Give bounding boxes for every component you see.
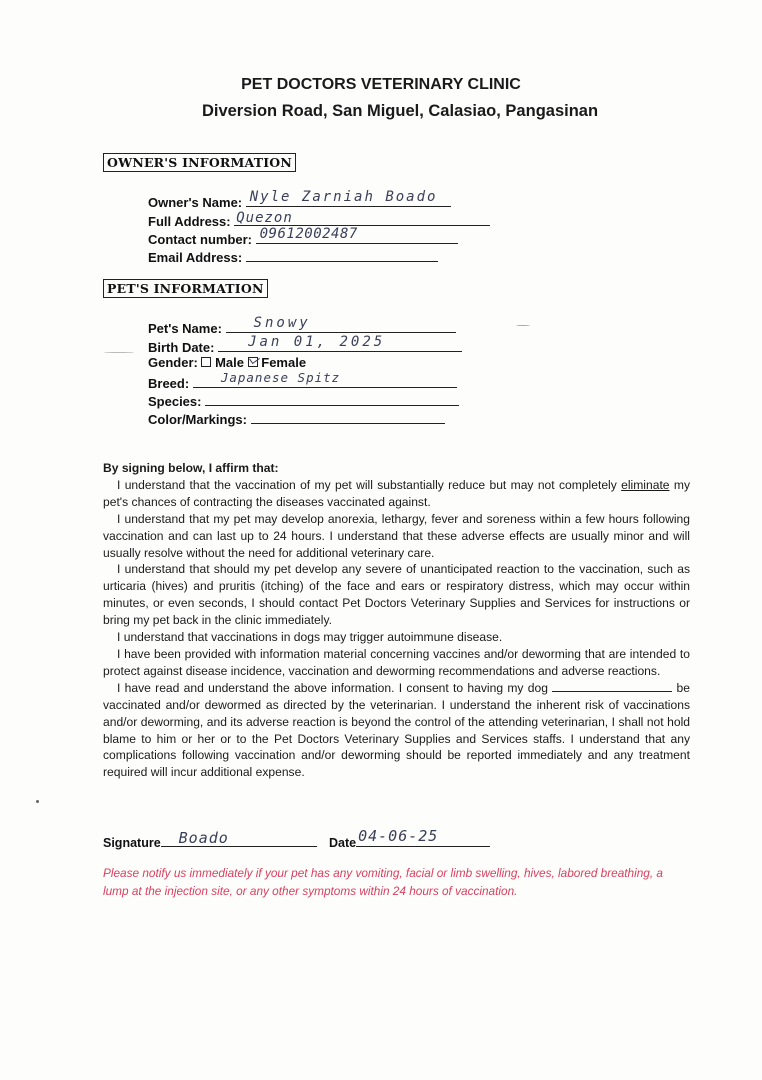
breed-label: Breed: — [148, 376, 190, 391]
pet-section-header: PET'S INFORMATION — [103, 279, 268, 298]
date-input[interactable] — [356, 827, 490, 847]
species-input[interactable] — [205, 390, 459, 406]
color-markings-input[interactable] — [251, 408, 445, 424]
terms-p6-text-b: be vaccinated and/or dewormed as directed by the veterinarian. I understand the inherent risk of vaccinations and/or deworming, and its adverse reaction is beyond the control of the attending veterinarian, I shall not hold blame to him or her or to the Pet Doctors Veterinary Supplies and Services staffs. I understand that any complications following vaccination and/or deworming should be reported immediately and any treatment required will incur additional expense. — [103, 680, 690, 780]
female-option-label: Female — [261, 355, 307, 370]
pet-name-label: Pet's Name: — [148, 321, 222, 336]
signature-field — [103, 829, 317, 850]
owner-section-header: OWNER'S INFORMATION — [103, 153, 296, 172]
clinic-name: PET DOCTORS VETERINARY CLINIC — [241, 76, 521, 93]
birth-date-value: Jan 01, 2025 — [248, 334, 386, 350]
color-markings-field — [148, 408, 445, 429]
contact-label: Contact number: — [148, 232, 252, 247]
dog-name-blank[interactable] — [552, 681, 672, 692]
date-label: Date — [329, 836, 357, 850]
contact-input[interactable] — [256, 228, 458, 244]
terms-paragraph-3: I understand that should my pet develop any severe of unanticipated reaction to the vaccination, such as urticaria (hives) and pruritis (itching) of the face and ears or respiratory distress, which may occur within minutes, or even seconds, I should contact Pet Doctors Veterinary Supplies and Services for instructions or bring my pet back in the clinic immediately. — [103, 562, 690, 628]
address-input[interactable] — [234, 210, 490, 226]
male-option-label: Male — [215, 355, 244, 370]
signature-value: Boado — [178, 829, 229, 847]
birth-date-label: Birth Date: — [148, 340, 215, 355]
terms-p1-text-a: I understand that the vaccination of my pet will substantially reduce but may not completely — [117, 477, 622, 492]
terms-paragraph-2: I understand that my pet may develop anorexia, lethargy, fever and soreness within a few hours following vaccination and can last up to 24 hours. I understand that these adverse effects are usually minor and will usually resolve without the need for additional veterinary care. — [103, 511, 690, 560]
terms-lead: By signing below, I affirm that: — [103, 461, 279, 475]
pet-name-input[interactable] — [226, 317, 456, 333]
terms-paragraph-6 — [103, 680, 690, 781]
terms-paragraph-5: I have been provided with information material concerning vaccines and/or deworming that are intended to protect against disease incidence, vaccination and deworming recommendations and adverse reactions. — [103, 646, 690, 678]
email-label: Email Address: — [148, 250, 243, 265]
email-field — [148, 246, 438, 267]
birth-date-input[interactable] — [218, 336, 462, 352]
owner-name-field — [148, 191, 451, 212]
owner-name-input[interactable] — [246, 191, 451, 207]
address-label: Full Address: — [148, 214, 231, 229]
male-checkbox[interactable] — [201, 357, 211, 367]
gender-label: Gender: — [148, 355, 198, 370]
signature-label: Signature — [103, 836, 161, 850]
symptom-notice: Please notify us immediately if your pet has any vomiting, facial or limb swelling, hives, labored breathing, a lump at the injection site, or any other symptoms within 24 hours of vaccination. — [103, 866, 663, 898]
female-checkbox[interactable] — [248, 357, 258, 367]
breed-input[interactable] — [193, 372, 457, 388]
color-markings-label: Color/Markings: — [148, 412, 247, 427]
terms-p1-text-b: my pet's chances of contracting the diseases vaccinated against. — [103, 477, 690, 509]
terms-p1-underlined: eliminate — [621, 477, 670, 492]
clinic-address: Diversion Road, San Miguel, Calasiao, Pangasinan — [201, 102, 599, 120]
address-value: Quezon — [236, 210, 293, 226]
contact-value: 09612002487 — [259, 226, 358, 242]
terms-p6-text-a: I have read and understand the above information. I consent to having my dog — [117, 680, 548, 695]
consent-terms — [103, 460, 690, 781]
terms-paragraph-1 — [103, 477, 690, 511]
owner-name-value: Nyle Zarniah Boado — [249, 189, 438, 205]
signature-input[interactable] — [161, 829, 317, 847]
date-field — [329, 827, 490, 850]
date-value: 04-06-25 — [358, 827, 439, 845]
terms-paragraph-4: I understand that vaccinations in dogs may trigger autoimmune disease. — [117, 630, 503, 645]
scan-speck — [36, 800, 39, 803]
scan-speck — [516, 325, 530, 326]
owner-name-label: Owner's Name: — [148, 195, 243, 210]
breed-value: Japanese Spitz — [220, 370, 341, 385]
scan-speck — [104, 352, 134, 353]
email-input[interactable] — [246, 246, 438, 262]
species-label: Species: — [148, 394, 202, 409]
pet-name-value: Snowy — [253, 315, 311, 331]
